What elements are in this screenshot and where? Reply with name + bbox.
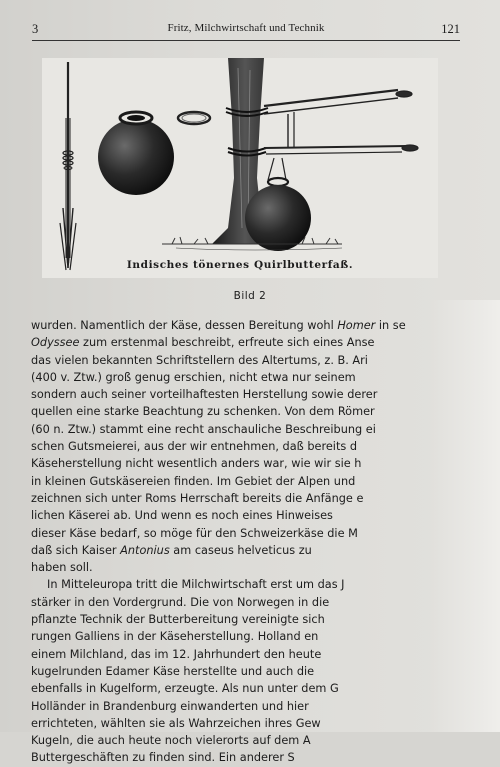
text-line: kugelrunden Edamer Käse herstellte und auch die [31,664,315,678]
text-line: ebenfalls in Kugelform, erzeugte. Als nun unter dem G [31,682,339,696]
text-line: haben soll. [31,561,93,575]
italic-name: Odyssee [31,336,80,350]
clay-pot-large [98,112,174,195]
page-number: 3 [32,22,39,36]
butter-churn-illustration [42,58,438,278]
text-line: Buttergeschäften zu finden sind. Ein anderer S [31,751,295,765]
italic-name: Antonius [120,543,170,557]
text-line: quellen eine starke Beachtung zu schenken. Von dem Römer [31,405,375,419]
text-line: rungen Galliens in der Käseherstellung. Holland en [31,630,319,644]
illustration-drawing [42,58,438,278]
journal-page-number: 121 [441,22,460,36]
italic-name: Homer [337,319,376,332]
text-line: in kleinen Gutskäsereien finden. Im Gebiet der Alpen und [31,474,356,488]
running-title: Fritz, Milchwirtschaft und Technik [167,22,325,34]
text-line: daß sich Kaiser Antonius am caseus helveticus zu [31,543,312,557]
text-line: zeichnen sich unter Roms Herrschaft bereits die Anfänge e [31,491,364,505]
clay-ring [178,112,210,124]
text-line: das vielen bekannten Schriftstellern des Altertums, z. B. Ari [31,353,368,367]
text-line: Käseherstellung nicht wesentlich anders war, wie wir sie h [31,457,362,471]
text-line: einem Milchland, das im 12. Jahrhundert den heute [31,647,322,661]
figure-caption: Indisches tönernes Quirlbutterfaß. [126,259,354,271]
text-line: stärker in den Vordergrund. Die von Norwegen in die [31,595,330,609]
text-line: wurden. Namentlich der Käse, dessen Bereitung wohl Homer in se [31,319,406,332]
text-line: errichteten, wählten sie als Wahrzeichen ihres Gew [31,716,321,730]
text-line: schen Gutsmeierei, aus der wir entnehmen, daß bereits d [31,440,358,454]
body-text [31,317,459,767]
churn-stick [60,62,76,270]
running-header [32,18,460,41]
figure-label: Bild 2 [233,290,267,302]
text-line: Holländer in Brandenburg einwanderten und hier [31,699,309,713]
text-line: In Mitteleuropa tritt die Milchwirtschaft erst um das J [47,578,345,592]
text-line: (60 n. Ztw.) stammt eine recht anschauliche Beschreibung ei [31,422,376,436]
text-line: sondern auch seiner vorteilhaftesten Herstellung sowie derer [31,388,378,402]
text-line: Odyssee zum erstenmal beschreibt, erfreute sich eines Anse [31,336,375,350]
text-line: dieser Käse bedarf, so möge für den Schweizerkäse die M [31,526,358,540]
text-line: Kugeln, die auch heute noch vielerorts auf dem A [31,734,311,748]
text-line: (400 v. Ztw.) groß genug erschien, nicht etwa nur seinem [31,370,356,384]
text-line: lichen Käserei ab. Und wenn es noch eines Hinweises [31,509,333,523]
text-line: pflanzte Technik der Butterbereitung vereinigte sich [31,613,325,627]
churn-handles [264,90,418,154]
